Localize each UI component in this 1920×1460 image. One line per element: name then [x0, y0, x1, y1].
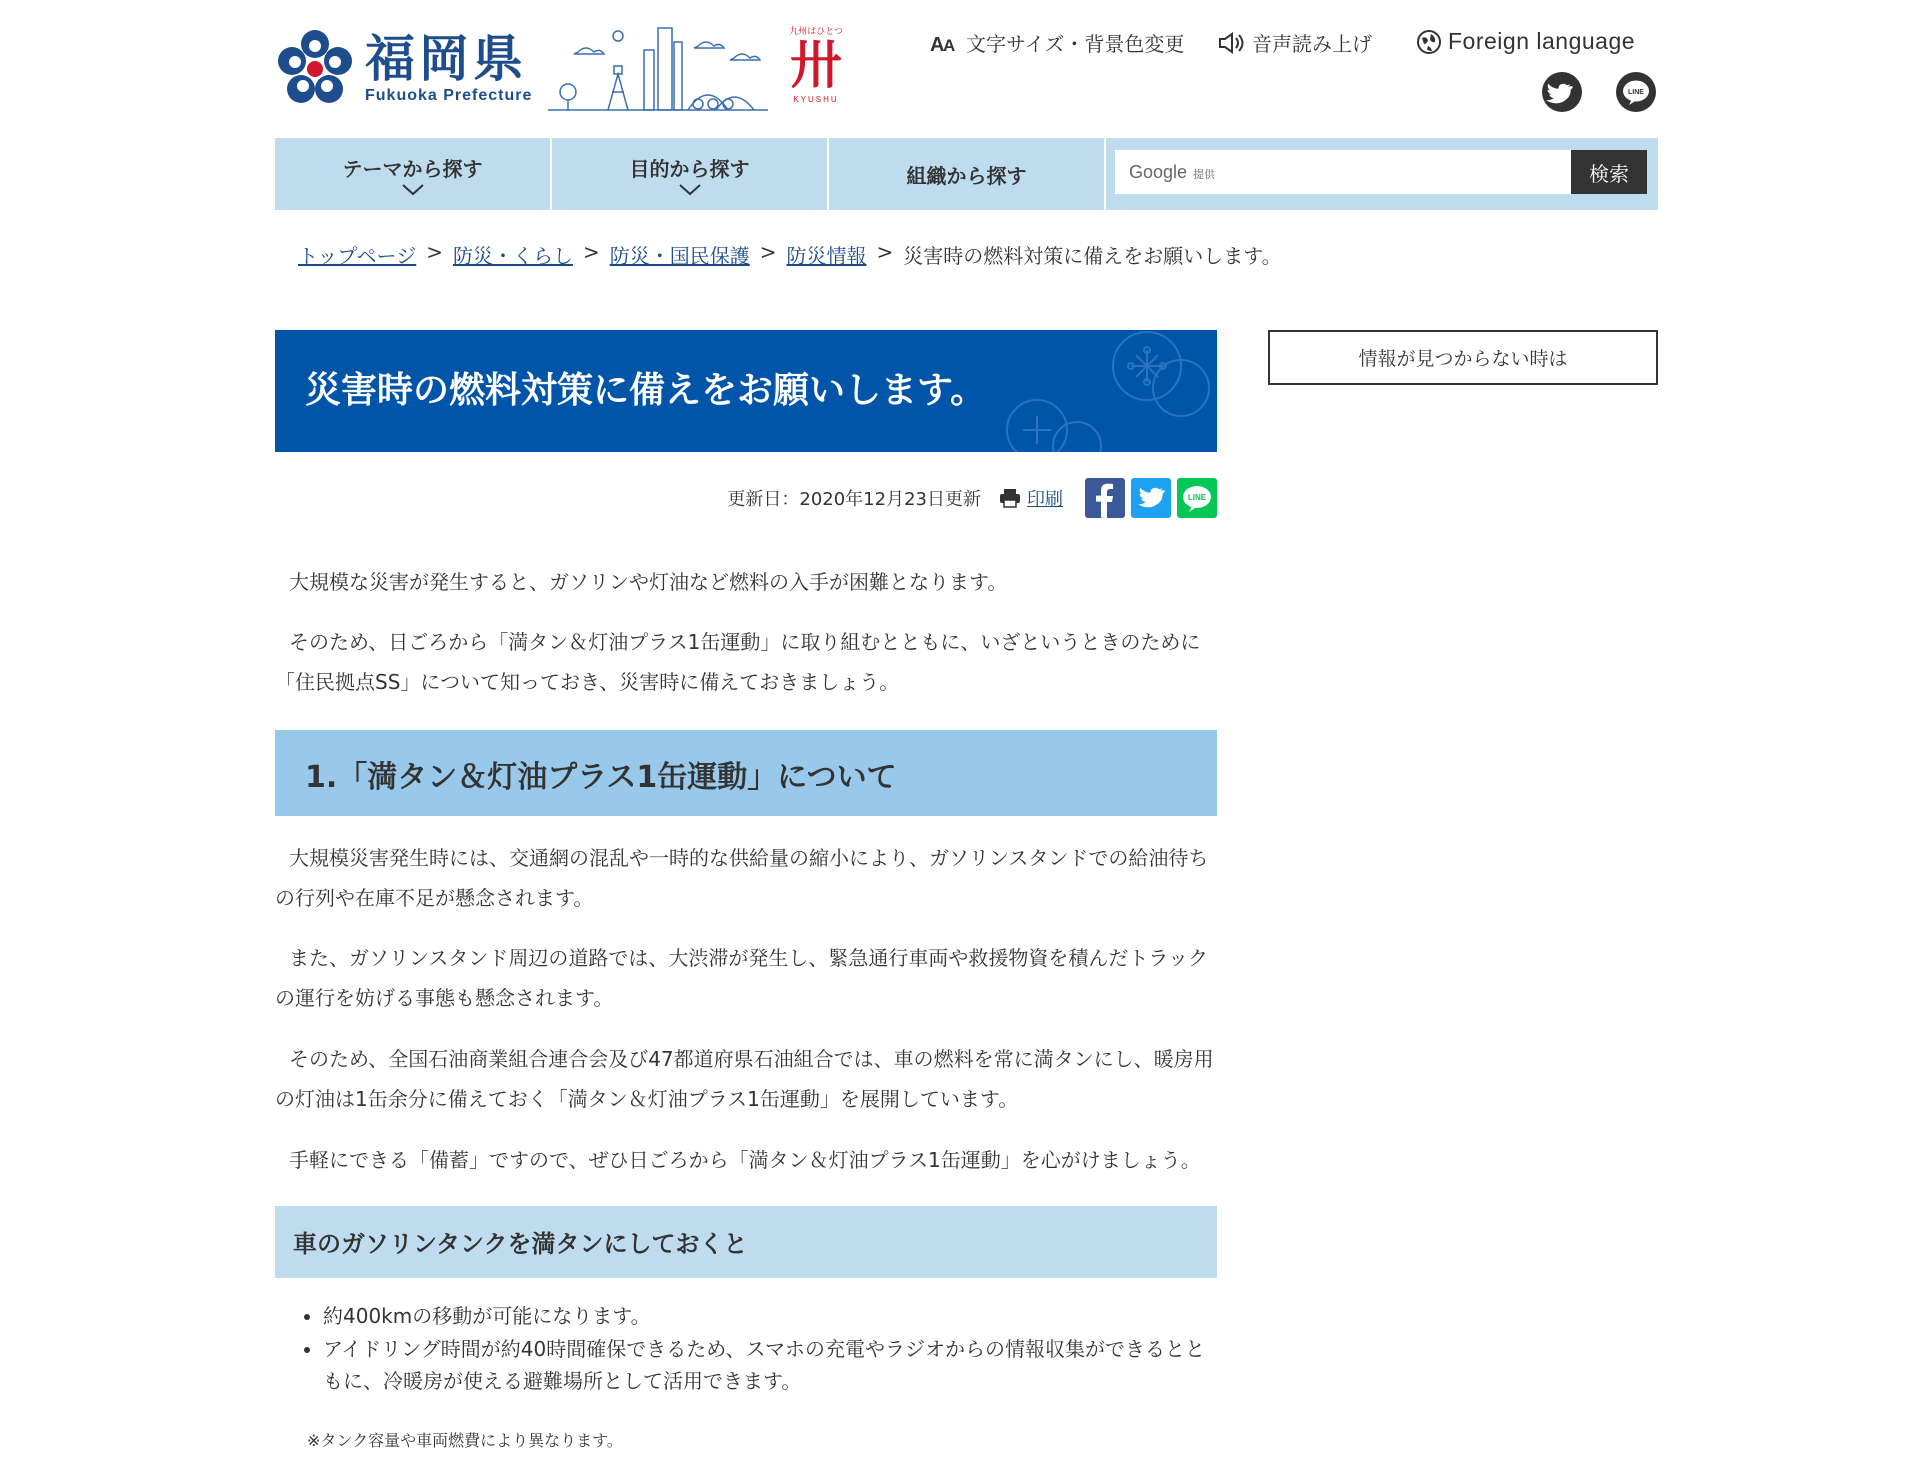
nav-organization-label: 組織から探す	[906, 163, 1027, 188]
section-paragraph: そのため、全国石油商業組合連合会及び47都道府県石油組合では、車の燃料を常に満タンにし、暖房用の灯油は1缶余分に備えておく「満タン＆灯油プラス1缶運動」を展開しています。	[275, 1047, 1214, 1111]
section-heading	[275, 730, 1217, 816]
nav-purpose[interactable]	[552, 138, 829, 210]
share-buttons	[1079, 478, 1217, 518]
chevron-down-icon	[402, 184, 424, 196]
nav-organization[interactable]	[829, 138, 1106, 210]
breadcrumb-current: 災害時の燃料対策に備えをお願いします。	[903, 244, 1282, 268]
breadcrumb-link-top[interactable]: トップページ	[298, 244, 417, 268]
font-size-icon	[930, 32, 960, 54]
main-content	[275, 330, 1217, 1450]
section-paragraph: 手軽にできる「備蓄」ですので、ぜひ日ごろから「満タン＆灯油プラス1缶運動」を心がけましょう。	[289, 1148, 1201, 1172]
speaker-icon	[1218, 32, 1246, 54]
section-paragraph: 大規模災害発生時には、交通網の混乱や一時的な供給量の縮小により、ガソリンスタンドでの給油待ちの行列や在庫不足が懸念されます。	[275, 846, 1209, 910]
printer-icon	[999, 488, 1021, 508]
svg-text:A: A	[943, 35, 956, 54]
kyushu-slogan: 九州はひとつ	[789, 27, 843, 37]
prefecture-emblem-icon	[275, 28, 355, 108]
line-link[interactable]	[1616, 72, 1656, 112]
footnote: ※タンク容量や車両燃費により異なります。	[307, 1431, 623, 1450]
font-size-label: 文字サイズ・背景色変更	[966, 32, 1185, 56]
section-paragraph: また、ガソリンスタンド周辺の道路では、大渋滞が発生し、緊急通行車両や救援物資を積んだトラックの運行を妨げる事態も懸念されます。	[275, 946, 1208, 1010]
search-button[interactable]: 検索	[1571, 150, 1647, 194]
breadcrumb-separator: >	[876, 240, 894, 264]
help-not-found-button[interactable]: 情報が見つからない時は	[1268, 330, 1658, 385]
voice-reader-label: 音声読み上げ	[1252, 32, 1372, 56]
nav-theme[interactable]	[275, 138, 552, 210]
global-nav	[275, 138, 1658, 210]
page-title-banner	[275, 330, 1217, 452]
page-meta	[727, 478, 1217, 518]
nav-purpose-label: 目的から探す	[629, 156, 750, 181]
page-title: 災害時の燃料対策に備えをお願いします。	[305, 370, 987, 411]
breadcrumb-link-bousai-info[interactable]: 防災情報	[786, 244, 867, 268]
svg-text:LINE: LINE	[1187, 493, 1207, 502]
logo-title: 福岡県	[365, 30, 527, 88]
list-item: • 約400kmの移動が可能になります。	[323, 1300, 1217, 1332]
benefit-list	[275, 1300, 1217, 1398]
foreign-language-label: Foreign language	[1448, 28, 1636, 54]
plum-flower-decoration	[977, 330, 1217, 452]
foreign-language-link[interactable]	[1416, 28, 1635, 55]
updated-date: 更新日：2020年12月23日更新	[727, 489, 981, 510]
search-input[interactable]	[1115, 150, 1567, 194]
print-link[interactable]	[999, 485, 1063, 511]
google-badge-label: Google	[1129, 162, 1188, 182]
globe-icon	[1416, 29, 1442, 55]
svg-text:A: A	[930, 33, 945, 54]
line-share-icon[interactable]	[1177, 478, 1217, 518]
intro-paragraph: 大規模な災害が発生すると、ガソリンや灯油など燃料の入手が困難となります。	[289, 570, 1008, 594]
nav-theme-label: テーマから探す	[342, 156, 483, 181]
breadcrumb-link-bousai-kurashi[interactable]: 防災・くらし	[452, 244, 573, 268]
site-search	[1115, 150, 1647, 194]
twitter-icon	[1542, 72, 1582, 112]
list-item: • アイドリング時間が約40時間確保できるため、スマホの充電やラジオからの情報収集ができるとともに、冷暖房が使える避難場所として活用できます。	[323, 1333, 1217, 1397]
section-heading-text: 1.「満タン＆灯油プラス1缶運動」について	[305, 760, 897, 795]
subsection-heading-text: 車のガソリンタンクを満タンにしておくと	[293, 1230, 748, 1258]
chevron-down-icon	[679, 184, 701, 196]
breadcrumb-link-kokumin-hogo[interactable]: 防災・国民保護	[609, 244, 750, 268]
breadcrumb-separator: >	[582, 240, 600, 264]
breadcrumb-separator: >	[759, 240, 777, 264]
twitter-link[interactable]	[1542, 72, 1582, 112]
city-illustration	[548, 22, 768, 114]
line-icon	[1616, 72, 1656, 112]
breadcrumb-separator: >	[426, 240, 443, 264]
twitter-share-icon[interactable]	[1131, 478, 1171, 518]
kyushu-mark: 卅	[789, 36, 842, 96]
kyushu-logo	[780, 24, 852, 114]
font-size-link[interactable]	[930, 28, 1184, 57]
google-badge-small: 提供	[1193, 169, 1216, 181]
subsection-heading	[275, 1206, 1217, 1278]
intro-paragraph: そのため、日ごろから「満タン＆灯油プラス1缶運動」に取り組むとともに、いざというときのために「住民拠点SS」について知っておき、災害時に備えておきましょう。	[275, 630, 1201, 694]
breadcrumb	[298, 240, 1282, 269]
facebook-share-icon[interactable]	[1085, 478, 1125, 518]
voice-reader-link[interactable]	[1218, 28, 1372, 57]
logo-subtitle: Fukuoka Prefecture	[365, 87, 533, 104]
svg-text:LINE: LINE	[1628, 89, 1644, 96]
print-label[interactable]: 印刷	[1027, 489, 1063, 510]
kyushu-label: KYUSHU	[793, 95, 839, 104]
site-logo[interactable]	[275, 28, 532, 108]
